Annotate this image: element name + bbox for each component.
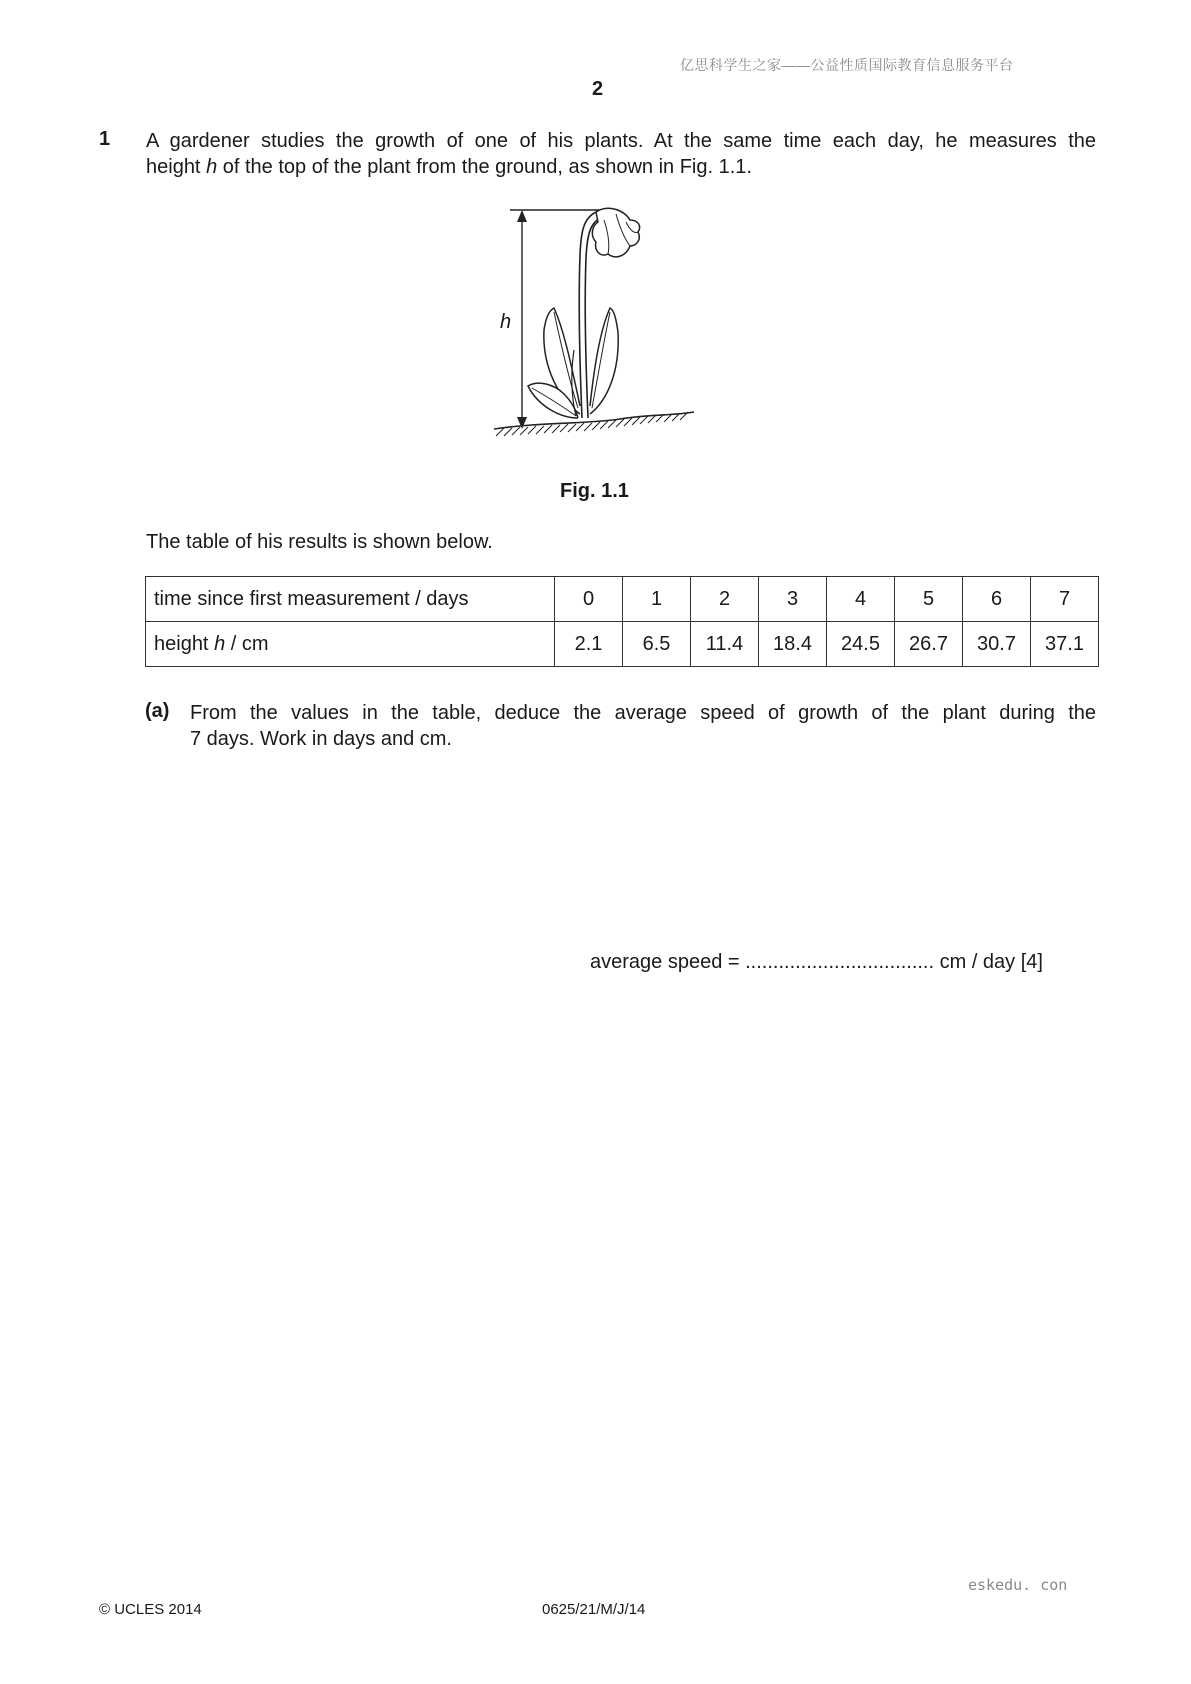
height-label: h <box>500 311 512 333</box>
time-cell: 0 <box>555 577 623 622</box>
plant-drawing <box>480 200 720 450</box>
table-row-height <box>146 622 1099 667</box>
height-cell: 2.1 <box>555 622 623 667</box>
question-text-line2: height h of the top of the plant from the ground, as shown in Fig. 1.1. <box>146 156 752 178</box>
question-number: 1 <box>99 128 111 150</box>
arrow-head-top <box>517 210 527 222</box>
header-watermark: 亿思科学生之家——公益性质国际教育信息服务平台 <box>680 57 1014 73</box>
row-header-height: height h / cm <box>146 622 555 667</box>
time-cell: 5 <box>895 577 963 622</box>
height-cell: 6.5 <box>623 622 691 667</box>
part-a-text-line1: From the values in the table, deduce the average speed of growth of the plant during the <box>190 702 1096 724</box>
height-cell: 30.7 <box>963 622 1031 667</box>
results-table <box>145 576 1099 667</box>
height-cell: 18.4 <box>759 622 827 667</box>
answer-line: average speed = .................................. cm / day [4] <box>590 951 1043 973</box>
time-cell: 3 <box>759 577 827 622</box>
height-cell: 26.7 <box>895 622 963 667</box>
time-cell: 2 <box>691 577 759 622</box>
part-a-label: (a) <box>145 700 170 722</box>
question-text-line1: A gardener studies the growth of one of his plants. At the same time each day, he measures the <box>146 130 1096 152</box>
copyright: © UCLES 2014 <box>99 1601 202 1618</box>
time-cell: 1 <box>623 577 691 622</box>
table-row-time <box>146 577 1099 622</box>
part-a-text-line2: 7 days. Work in days and cm. <box>190 728 452 750</box>
plant-figure <box>480 200 720 450</box>
question-text <box>146 128 1096 180</box>
height-cell: 11.4 <box>691 622 759 667</box>
paper-code: 0625/21/M/J/14 <box>542 1601 646 1618</box>
time-cell: 4 <box>827 577 895 622</box>
arrow-head-bottom <box>517 417 527 429</box>
table-intro-text: The table of his results is shown below. <box>146 531 493 553</box>
page-number: 2 <box>592 78 604 100</box>
footer-watermark: eskedu. con <box>968 1576 1068 1594</box>
height-cell: 37.1 <box>1031 622 1099 667</box>
height-cell: 24.5 <box>827 622 895 667</box>
time-cell: 6 <box>963 577 1031 622</box>
row-header-time: time since first measurement / days <box>146 577 555 622</box>
time-cell: 7 <box>1031 577 1099 622</box>
figure-caption: Fig. 1.1 <box>560 480 629 502</box>
part-a-text <box>190 700 1096 752</box>
